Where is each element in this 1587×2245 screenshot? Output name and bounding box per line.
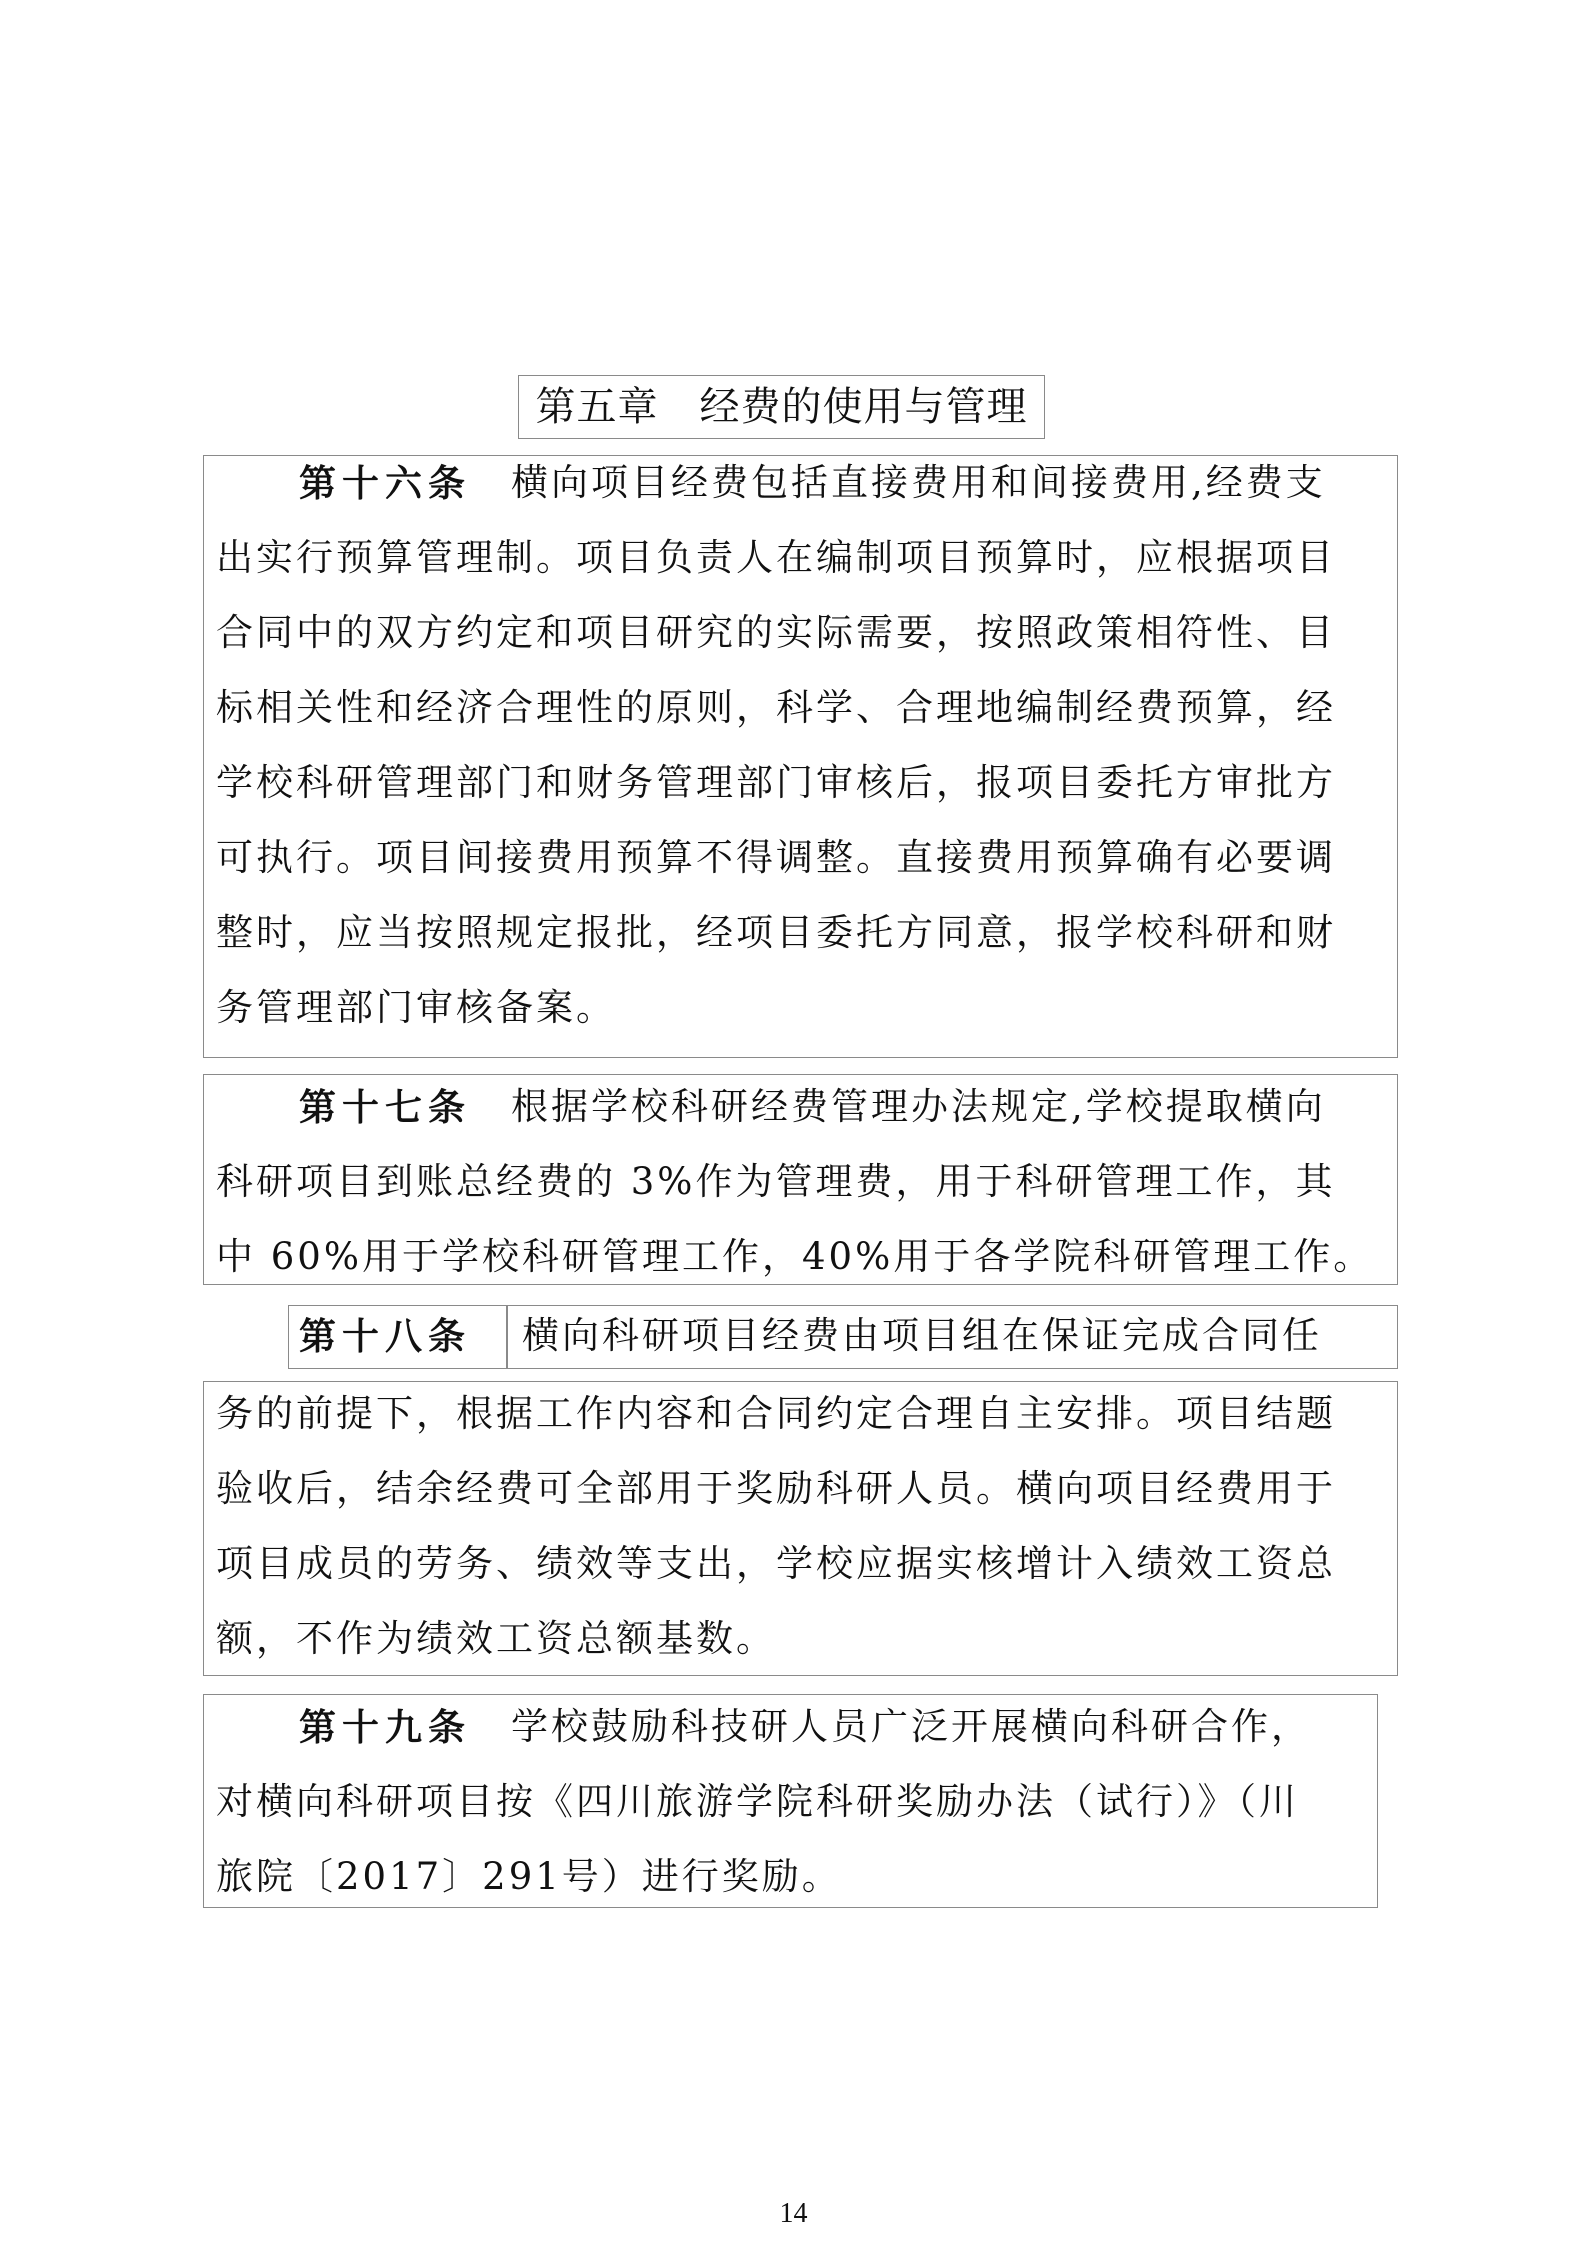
article-16-line-4: 标相关性和经济合理性的原则，科学、合理地编制经费预算，经 (216, 686, 1336, 729)
article-17-line-1: 根据学校科研经费管理办法规定,学校提取横向 (511, 1085, 1326, 1128)
article-16-line-1: 横向项目经费包括直接费用和间接费用,经费支 (511, 461, 1326, 504)
article-16-line-3: 合同中的双方约定和项目研究的实际需要，按照政策相符性、目 (216, 611, 1336, 654)
article-19-line-2: 对横向科研项目按《四川旅游学院科研奖励办法（试行）》（川 (216, 1780, 1299, 1823)
article-17-line-3: 中 60%用于学校科研管理工作，40%用于各学院科研管理工作。 (216, 1235, 1374, 1278)
article-18-line-4: 项目成员的劳务、绩效等支出，学校应据实核增计入绩效工资总 (216, 1542, 1336, 1585)
article-16 (203, 455, 1398, 1058)
article-16-heading: 第十六条 (299, 461, 471, 505)
article-18-first-line-box (507, 1305, 1398, 1369)
article-19-line-1: 学校鼓励科技研人员广泛开展横向科研合作， (511, 1705, 1311, 1748)
article-17-line-2: 科研项目到账总经费的 3%作为管理费，用于科研管理工作，其 (216, 1160, 1336, 1203)
article-18-heading: 第十八条 (299, 1314, 471, 1358)
article-18-body (203, 1381, 1398, 1676)
article-16-line-6: 可执行。项目间接费用预算不得调整。直接费用预算确有必要调 (216, 836, 1336, 879)
chapter-title-box (518, 375, 1045, 439)
article-16-line-5: 学校科研管理部门和财务管理部门审核后，报项目委托方审批方 (216, 761, 1336, 804)
article-16-line-2: 出实行预算管理制。项目负责人在编制项目预算时，应根据项目 (216, 536, 1336, 579)
article-19 (203, 1694, 1378, 1908)
article-18-heading-box (288, 1305, 507, 1369)
article-18-line-2: 务的前提下，根据工作内容和合同约定合理自主安排。项目结题 (216, 1392, 1336, 1435)
article-16-line-8: 务管理部门审核备案。 (216, 986, 616, 1029)
article-16-line-7: 整时，应当按照规定报批，经项目委托方同意，报学校科研和财 (216, 911, 1336, 954)
article-18-line-1: 横向科研项目经费由项目组在保证完成合同任 (522, 1314, 1322, 1357)
article-18-line-3: 验收后，结余经费可全部用于奖励科研人员。横向项目经费用于 (216, 1467, 1336, 1510)
article-19-heading: 第十九条 (299, 1705, 471, 1749)
article-17 (203, 1074, 1398, 1285)
article-19-line-3: 旅院〔2017〕291号）进行奖励。 (216, 1855, 842, 1898)
article-17-heading: 第十七条 (299, 1085, 471, 1129)
chapter-title: 第五章 经费的使用与管理 (535, 384, 1028, 430)
article-18-line-5: 额，不作为绩效工资总额基数。 (216, 1617, 776, 1660)
page-number: 14 (779, 2198, 808, 2229)
